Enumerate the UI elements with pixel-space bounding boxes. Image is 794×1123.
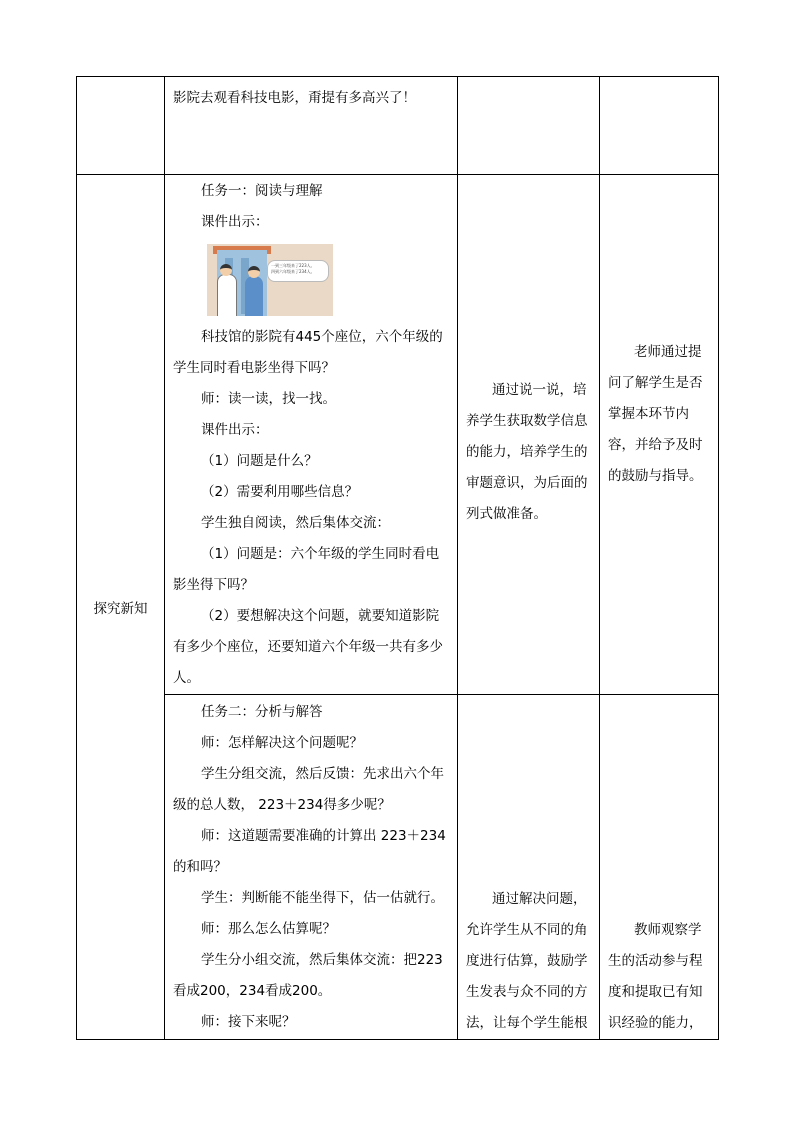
prev-content-cell (165, 77, 458, 175)
task1-paragraph: 课件出示： (201, 422, 269, 438)
task2-intent-cell (458, 695, 600, 1040)
task2-paragraph: 师：这道题需要准确的计算出 223＋234的和吗？ (173, 828, 446, 875)
prev-label-cell (77, 77, 165, 175)
prev-eval-cell (600, 77, 719, 175)
prev-content-text: 影院去观看科技电影，甭提有多高兴了！ (173, 90, 416, 106)
prev-intent-cell (458, 77, 600, 175)
task1-evaluation: 老师通过提问了解学生是否掌握本环节内容，并给予及时的鼓励与指导。 (608, 344, 703, 484)
task2-paragraph: 学生：判断能不能坐得下，估一估就行。 (201, 890, 444, 906)
task1-paragraph: （1）问题是什么？ (201, 453, 318, 469)
task2-content-cell (165, 695, 458, 1040)
task1-intent-cell (458, 175, 600, 695)
teacher-figure (217, 274, 237, 316)
task1-paragraph: （2）要想解决这个问题，就要知道影院有多少个座位，还要知道六个年级一共有多少人。 (173, 608, 443, 686)
task1-courseware-label: 课件出示： (201, 214, 269, 230)
task2-evaluation: 教师观察学生的活动参与程度和提取已有知识经验的能力， (608, 922, 703, 1031)
student-figure (245, 276, 263, 316)
task1-heading: 任务一：阅读与理解 (201, 183, 323, 199)
speech-bubble: 一到三年级来了223人。 四到六年级来了234人。 (267, 260, 329, 282)
task2-paragraph: 师：接下来呢？ (201, 1014, 296, 1030)
task2-intent: 通过解决问题，允许学生从不同的角度进行估算，鼓励学生发表与众不同的方法，让每个学生能根 (466, 891, 588, 1031)
section-label: 探究新知 (93, 601, 148, 617)
task1-intent: 通过说一说，培养学生获取数学信息的能力，培养学生的审题意识，为后面的列式做准备。 (466, 382, 588, 522)
task1-paragraph: 学生独自阅读，然后集体交流： (201, 515, 390, 531)
task1-paragraph: （2）需要利用哪些信息？ (201, 484, 359, 500)
task2-eval-cell (600, 695, 719, 1040)
task2-paragraph: 学生分小组交流，然后集体交流：把223看成200，234看成200。 (173, 952, 443, 999)
task1-eval-cell (600, 175, 719, 695)
previous-row (77, 77, 719, 175)
task2-heading: 任务二：分析与解答 (201, 704, 323, 720)
task1-row (77, 175, 719, 695)
task1-paragraph: 师：读一读，找一找。 (201, 391, 336, 407)
task2-paragraph: 师：怎样解决这个问题呢？ (201, 735, 363, 751)
task2-paragraph: 学生分组交流，然后反馈：先求出六个年级的总人数， 223＋234得多少呢？ (173, 766, 444, 813)
task2-row (77, 695, 719, 1040)
task2-paragraph: 师：那么怎么估算呢？ (201, 921, 336, 937)
lesson-plan-table (76, 76, 719, 1040)
task1-paragraph: 科技馆的影院有445个座位，六个年级的学生同时看电影坐得下吗？ (173, 329, 443, 376)
task1-content-cell (165, 175, 458, 695)
section-label-cell (77, 175, 165, 1040)
task1-paragraph: （1）问题是：六个年级的学生同时看电影坐得下吗？ (173, 546, 440, 593)
cinema-illustration (207, 244, 333, 316)
